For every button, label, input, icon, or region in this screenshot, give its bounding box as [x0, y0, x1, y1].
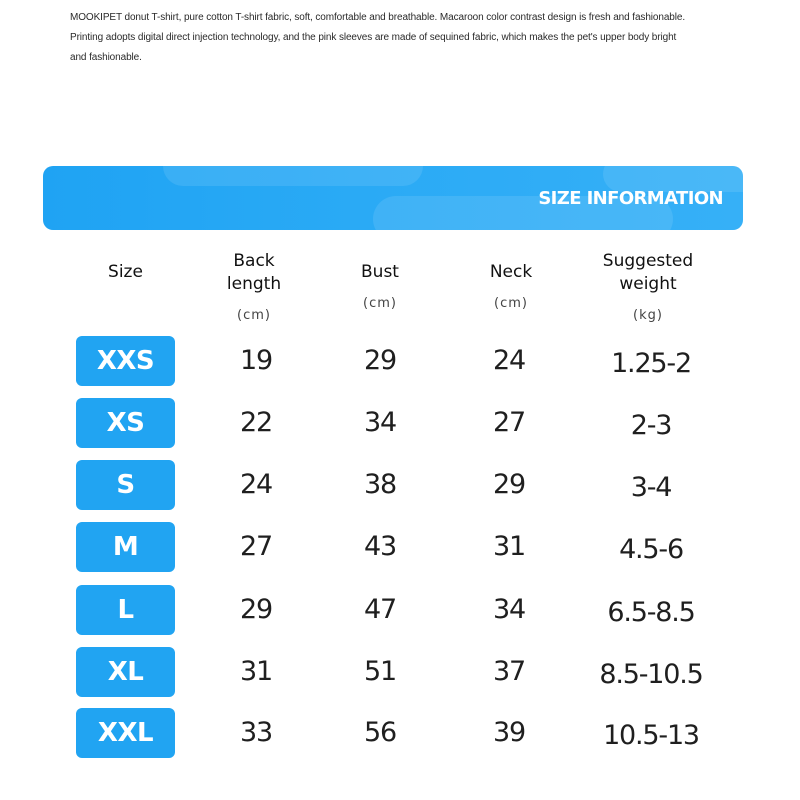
back-length-value: 19 — [240, 345, 272, 376]
header-weight-unit: (kg) — [633, 308, 663, 323]
back-length-value: 27 — [240, 531, 272, 562]
weight-value: 10.5-13 — [603, 720, 699, 751]
size-badge: M — [76, 522, 175, 572]
header-neck-label: Neck — [489, 262, 533, 282]
weight-value: 3-4 — [630, 472, 672, 503]
neck-value: 27 — [493, 407, 525, 438]
table-row — [0, 336, 800, 388]
header-back-length-line1: Back — [233, 251, 275, 271]
neck-value: 39 — [493, 717, 525, 748]
table-row — [0, 398, 800, 450]
header-weight-line1: Suggested — [602, 251, 694, 271]
neck-value: 31 — [493, 531, 525, 562]
weight-value: 4.5-6 — [619, 534, 683, 565]
header-bust — [330, 261, 430, 315]
header-back-length-line2: length — [226, 274, 282, 294]
neck-value: 24 — [493, 345, 525, 376]
header-neck-unit: (cm) — [494, 296, 528, 311]
weight-value: 6.5-8.5 — [607, 597, 695, 628]
back-length-value: 33 — [240, 717, 272, 748]
back-length-value: 29 — [240, 594, 272, 625]
bust-value: 51 — [364, 656, 396, 687]
table-row — [0, 708, 800, 760]
table-row — [0, 460, 800, 512]
bust-value: 56 — [364, 717, 396, 748]
header-neck — [461, 261, 561, 315]
header-bust-label: Bust — [361, 262, 399, 282]
description-line: and fashionable. — [70, 52, 142, 63]
bust-value: 43 — [364, 531, 396, 562]
table-row — [0, 585, 800, 637]
back-length-value: 24 — [240, 469, 272, 500]
neck-value: 29 — [493, 469, 525, 500]
size-badge: L — [76, 585, 175, 635]
size-badge: XXL — [76, 708, 175, 758]
bust-value: 38 — [364, 469, 396, 500]
table-row — [0, 647, 800, 699]
header-suggested-weight — [583, 250, 713, 327]
weight-value: 1.25-2 — [611, 348, 691, 379]
header-bust-unit: (cm) — [363, 296, 397, 311]
product-description — [70, 8, 740, 68]
banner-title: SIZE INFORMATION — [538, 188, 723, 209]
back-length-value: 22 — [240, 407, 272, 438]
size-badge: XL — [76, 647, 175, 697]
header-back-length-unit: (cm) — [237, 308, 271, 323]
table-row — [0, 522, 800, 574]
neck-value: 37 — [493, 656, 525, 687]
description-line: Printing adopts digital direct injection technology, and the pink sleeves are made of sequined fabric, which makes the pet's upper body bright — [70, 32, 677, 43]
size-information-banner — [43, 166, 743, 230]
header-size-label: Size — [108, 262, 143, 282]
size-badge: S — [76, 460, 175, 510]
weight-value: 2-3 — [630, 410, 672, 441]
header-weight-line2: weight — [619, 274, 677, 294]
bust-value: 29 — [364, 345, 396, 376]
header-back-length — [204, 250, 304, 327]
size-badge: XS — [76, 398, 175, 448]
weight-value: 8.5-10.5 — [599, 659, 703, 690]
header-size — [76, 261, 175, 284]
size-badge: XXS — [76, 336, 175, 386]
banner-decoration — [163, 166, 423, 186]
back-length-value: 31 — [240, 656, 272, 687]
neck-value: 34 — [493, 594, 525, 625]
bust-value: 47 — [364, 594, 396, 625]
description-line: MOOKIPET donut T-shirt, pure cotton T-shirt fabric, soft, comfortable and breathable. Macaroon color contrast design is fresh and fashionable. — [70, 12, 686, 23]
bust-value: 34 — [364, 407, 396, 438]
